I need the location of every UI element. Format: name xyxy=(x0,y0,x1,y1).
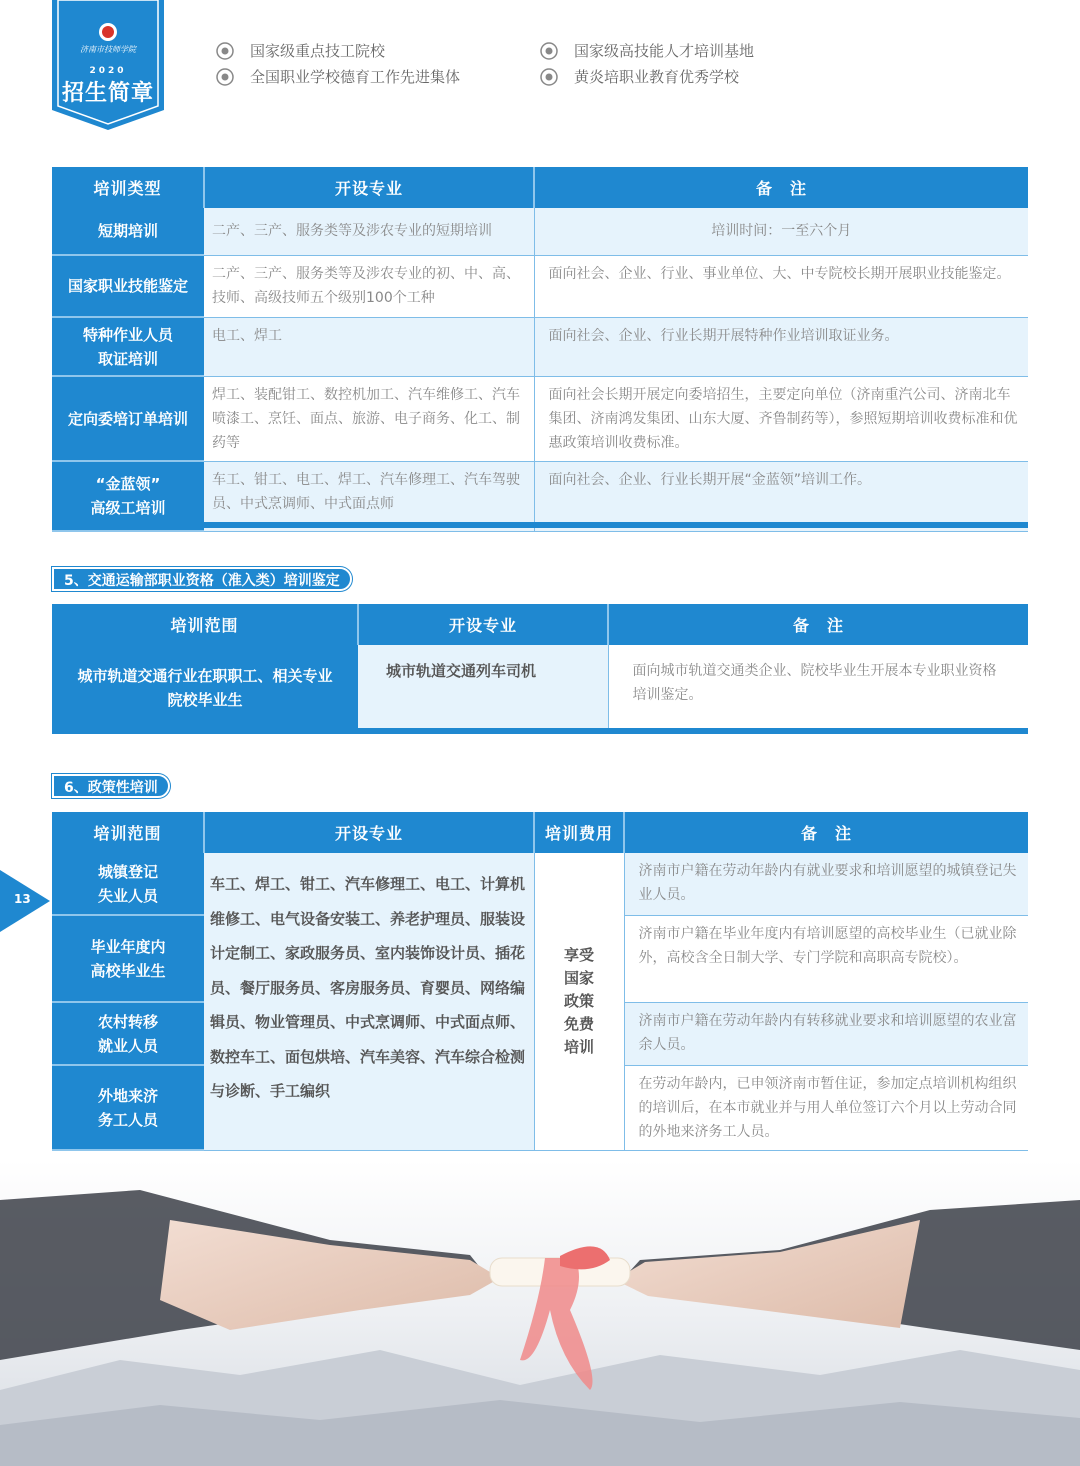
table-row xyxy=(52,645,1028,731)
brochure-year: 2020 xyxy=(89,66,127,76)
hands-certificate-illustration xyxy=(0,1160,1080,1466)
brochure-badge xyxy=(52,0,164,130)
school-emblem-icon xyxy=(216,42,234,60)
row-label: 国家职业技能鉴定 xyxy=(52,255,204,317)
table-header-row xyxy=(52,812,1028,853)
brochure-title: 招生简章 xyxy=(61,81,154,106)
row-label: 毕业年度内 高校毕业生 xyxy=(52,915,204,1002)
table-row xyxy=(52,208,1028,255)
row-label: 城市轨道交通行业在职职工、相关专业院校毕业生 xyxy=(52,645,358,731)
row-note: 面向社会、企业、行业、事业单位、大、中专院校长期开展职业技能鉴定。 xyxy=(534,255,1028,317)
table-row xyxy=(52,317,1028,376)
badge-shape xyxy=(52,0,164,130)
column-header: 培训范围 xyxy=(52,604,358,645)
school-emblem-icon xyxy=(540,68,558,86)
row-note: 面向城市轨道交通类企业、院校毕业生开展本专业职业资格培训鉴定。 xyxy=(608,645,1028,731)
row-note: 面向社会、企业、行业长期开展“金蓝领”培训工作。 xyxy=(534,461,1028,531)
column-header: 培训费用 xyxy=(534,812,624,853)
row-majors: 二产、三产、服务类等及涉农专业的初、中、高、技师、高级技师五个级别100个工种 xyxy=(204,255,534,317)
row-note: 济南市户籍在劳动年龄内有就业要求和培训愿望的城镇登记失业人员。 xyxy=(624,853,1028,915)
row-label: 特种作业人员 取证培训 xyxy=(52,317,204,376)
school-emblem-icon xyxy=(540,42,558,60)
column-header: 备 注 xyxy=(624,812,1028,853)
row-label: “金蓝领” 高级工培训 xyxy=(52,461,204,531)
row-note: 面向社会长期开展定向委培招生，主要定向单位（济南重汽公司、济南北车集团、济南鸿发集团、山东大厦、齐鲁制药等），参照短期培训收费标准和优惠政策培训收费标准。 xyxy=(534,376,1028,461)
table-bottom-bar xyxy=(52,728,1028,734)
row-majors: 电工、焊工 xyxy=(204,317,534,376)
column-header: 开设专业 xyxy=(204,812,534,853)
table-row xyxy=(52,376,1028,461)
column-header: 开设专业 xyxy=(358,604,608,645)
school-emblem-icon xyxy=(216,68,234,86)
row-note: 在劳动年龄内，已申领济南市暂住证，参加定点培训机构组织的培训后，在本市就业并与用人单位签订六个月以上劳动合同的外地来济务工人员。 xyxy=(624,1065,1028,1150)
honor-item: 国家级高技能人才培训基地 xyxy=(540,40,754,61)
shared-majors-cell: 车工、焊工、钳工、汽车修理工、电工、计算机维修工、电气设备安装工、养老护理员、服装设计定制工、家政服务员、室内装饰设计员、插花员、餐厅服务员、客房服务员、育婴员、网络编辑员、物业管理员、中式烹调师、中式面点师、数控车工、面包烘培、汽车美容、汽车综合检测与诊断、手工编织 xyxy=(204,853,534,1150)
honor-item: 全国职业学校德育工作先进集体 xyxy=(216,66,460,87)
column-header: 备 注 xyxy=(534,167,1028,208)
table-header-row xyxy=(52,604,1028,645)
row-note: 面向社会、企业、行业长期开展特种作业培训取证业务。 xyxy=(534,317,1028,376)
table-row xyxy=(52,461,1028,531)
row-majors: 焊工、装配钳工、数控机加工、汽车维修工、汽车喷漆工、烹饪、面点、旅游、电子商务、化工、制药等 xyxy=(204,376,534,461)
column-header: 开设专业 xyxy=(204,167,534,208)
table-bottom-bar xyxy=(52,522,1028,528)
section-title: 5、交通运输部职业资格（准入类）培训鉴定 xyxy=(52,567,352,591)
table-row xyxy=(52,255,1028,317)
row-label: 农村转移 就业人员 xyxy=(52,1002,204,1065)
row-note: 培训时间：一至六个月 xyxy=(534,208,1028,255)
training-types-table xyxy=(52,167,1028,532)
column-header: 培训范围 xyxy=(52,812,204,853)
policy-training-table xyxy=(52,812,1028,1151)
row-majors: 车工、钳工、电工、焊工、汽车修理工、汽车驾驶员、中式烹调师、中式面点师 xyxy=(204,461,534,531)
column-header: 备 注 xyxy=(608,604,1028,645)
honor-item: 黄炎培职业教育优秀学校 xyxy=(540,66,739,87)
row-label: 定向委培订单培训 xyxy=(52,376,204,461)
row-major: 城市轨道交通列车司机 xyxy=(358,645,608,731)
table-header-row xyxy=(52,167,1028,208)
page-number-tab xyxy=(0,870,50,932)
row-note: 济南市户籍在劳动年龄内有转移就业要求和培训愿望的农业富余人员。 xyxy=(624,1002,1028,1065)
row-note: 济南市户籍在毕业年度内有培训愿望的高校毕业生（已就业除外，高校含全日制大学、专门学院和高职高专院校）。 xyxy=(624,915,1028,1002)
row-label: 城镇登记 失业人员 xyxy=(52,853,204,915)
honor-item: 国家级重点技工院校 xyxy=(216,40,385,61)
page-number: 13 xyxy=(14,892,31,906)
section-title: 6、政策性培训 xyxy=(52,774,170,798)
fee-cell: 享受国家政策免费培训 xyxy=(534,853,624,1150)
school-name: 济南市技师学院 xyxy=(80,45,136,54)
row-label: 短期培训 xyxy=(52,208,204,255)
table-row xyxy=(52,853,1028,915)
column-header: 培训类型 xyxy=(52,167,204,208)
transport-training-table xyxy=(52,604,1028,732)
row-label: 外地来济 务工人员 xyxy=(52,1065,204,1150)
row-majors: 二产、三产、服务类等及涉农专业的短期培训 xyxy=(204,208,534,255)
